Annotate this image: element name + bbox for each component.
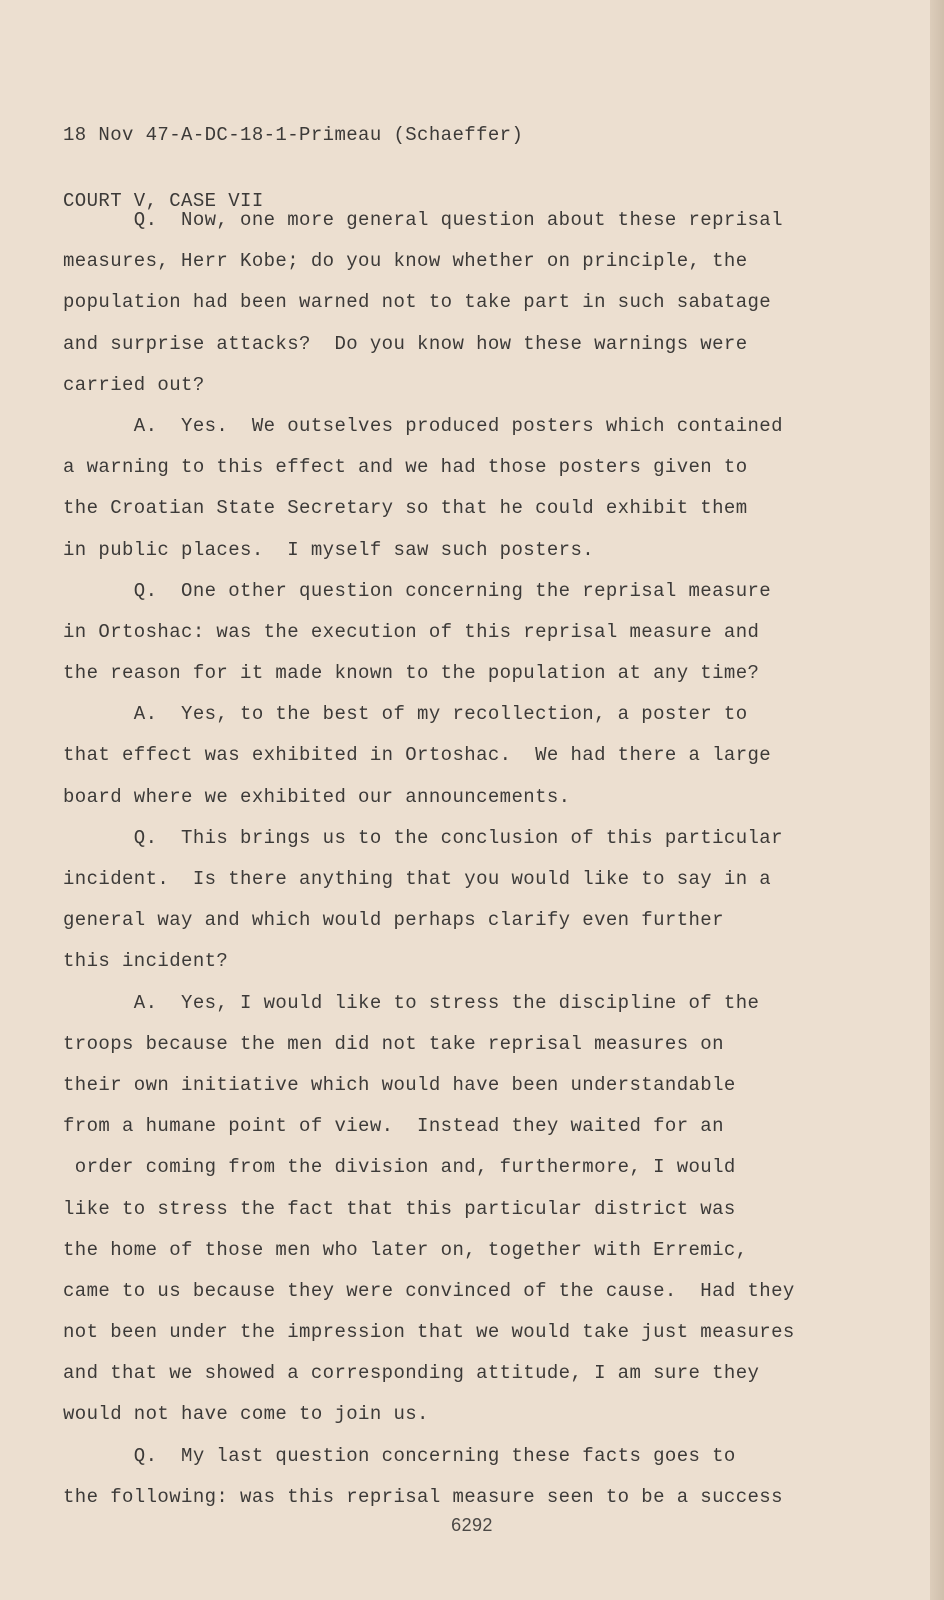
text-line: and surprise attacks? Do you know how these warnings were [63,332,748,355]
text-line: would not have come to join us. [63,1403,429,1426]
text-line: order coming from the division and, furthermore, I would [63,1156,736,1179]
text-line: a warning to this effect and we had those posters given to [63,456,748,479]
text-line: Q. Now, one more general question about these reprisal [63,209,783,231]
text-line: measures, Herr Kobe; do you know whether on principle, the [63,250,748,273]
text-line: incident. Is there anything that you would like to say in a [63,868,772,890]
text-line: A. Yes, I would like to stress the discipline of the [63,991,760,1014]
page-number: 6292 [451,1515,493,1535]
text-line: and that we showed a corresponding attitude, I am sure they [63,1362,760,1385]
paper-edge [930,0,944,1600]
text-line: the following: was this reprisal measure seen to be a success [63,1485,783,1508]
text-line: the home of those men who later on, together with Erremic, [63,1238,748,1261]
text-line: board where we exhibited our announcements. [63,785,571,808]
text-line: that effect was exhibited in Ortoshac. We had there a large [63,744,772,767]
text-line: in Ortoshac: was the execution of this reprisal measure and [63,620,760,643]
text-line: the reason for it made known to the population at any time? [63,662,760,685]
header-line-1: 18 Nov 47-A-DC-18-1-Primeau (Schaeffer) [63,124,524,146]
text-line: the Croatian State Secretary so that he could exhibit them [63,497,748,520]
text-line: came to us because they were convinced of the cause. Had they [63,1279,795,1302]
text-line: in public places. I myself saw such posters. [63,538,595,561]
header-line-2: COURT V, CASE VII [63,190,264,212]
text-line: their own initiative which would have been understandable [63,1073,736,1096]
text-line: carried out? [63,373,205,396]
text-line: population had been warned not to take part in such sabatage [63,291,772,314]
text-line: Q. This brings us to the conclusion of this particular [63,826,783,849]
text-line: this incident? [63,950,229,973]
text-line: Q. One other question concerning the reprisal measure [63,579,772,602]
transcript-body [63,200,843,1518]
text-line: not been under the impression that we would take just measures [63,1321,795,1344]
text-line: from a humane point of view. Instead they waited for an [63,1115,724,1138]
text-line: like to stress the fact that this particular district was [63,1197,736,1220]
text-line: troops because the men did not take reprisal measures on [63,1032,724,1055]
text-line: general way and which would perhaps clarify even further [63,909,724,932]
text-line: A. Yes. We outselves produced posters which contained [63,414,783,437]
text-line: A. Yes, to the best of my recollection, a poster to [63,703,748,726]
text-line: Q. My last question concerning these facts goes to [63,1444,736,1467]
